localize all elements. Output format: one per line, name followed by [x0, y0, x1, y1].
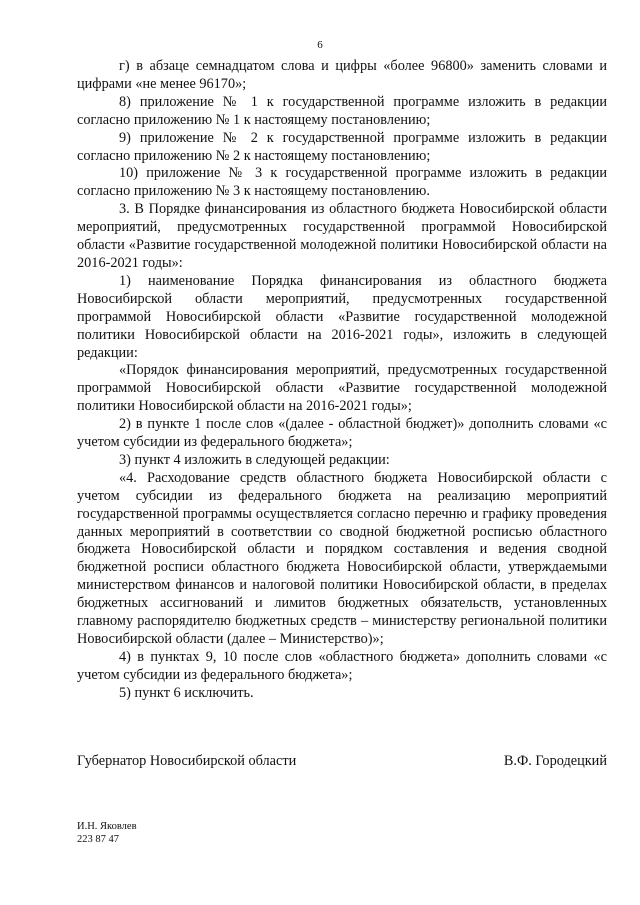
executor-name: И.Н. Яковлев [77, 821, 137, 832]
paragraph-item-9: 9) приложение № 2 к государственной программе изложить в редакции согласно приложению № 2 к настоящему постановлению; [77, 129, 607, 164]
document-body [77, 58, 607, 703]
executor-block [77, 820, 137, 846]
signatory-position: Губернатор Новосибирской области [77, 753, 297, 769]
paragraph-item-10: 10) приложение № 3 к государственной программе изложить в редакции согласно приложению № 3 к настоящему постановлению. [77, 165, 607, 200]
executor-phone: 223 87 47 [77, 834, 119, 845]
paragraph-section-3: 3. В Порядке финансирования из областного бюджета Новосибирской области мероприятий, предусмотренных государственной программой Новосибирской области «Развитие государственной молодежной политики Новосибирской области на 2016-2021 годы»: [77, 201, 607, 271]
paragraph-sub-1: 1) наименование Порядка финансирования из областного бюджета Новосибирской области мероприятий, предусмотренных государственной программой Новосибирской области «Развитие государственной молодежной политики Новосибирской области на 2016-2021 годы», изложить в следующей редакции: [77, 272, 607, 361]
paragraph-new-point-4: «4. Расходование средств областного бюджета Новосибирской области с учетом субсидии из федерального бюджета на реализацию мероприятий государственной программы осуществляется согласно перечню и графику проведения данных мероприятий в соответствии со сводной бюджетной росписью областного бюджета Новосибирской области и порядком составления и ведения сводной бюджетной росписи областного бюджета Новосибирской области, утверждаемыми министерством финансов и налоговой политики Новосибирской области, в пределах бюджетных ассигнований и лимитов бюджетных обязательств, установленных главному распорядителю бюджетных средств – министерству региональной политики Новосибирской области (далее – Министерство)»; [77, 469, 607, 647]
paragraph-sub-4: 4) в пунктах 9, 10 после слов «областного бюджета» дополнить словами «с учетом субсидии из федерального бюджета»; [77, 648, 607, 683]
page-number: 6 [317, 39, 323, 51]
paragraph-new-title: «Порядок финансирования мероприятий, предусмотренных государственной программой Новосибирской области «Развитие государственной молодежной политики Новосибирской области на 2016-2021 годы»; [77, 362, 607, 415]
paragraph-sub-2: 2) в пункте 1 после слов «(далее - областной бюджет)» дополнить словами «с учетом субсидии из федерального бюджета»; [77, 416, 607, 451]
paragraph-item-8: 8) приложение № 1 к государственной программе изложить в редакции согласно приложению № 1 к настоящему постановлению; [77, 93, 607, 128]
paragraph-sub-5: 5) пункт 6 исключить. [119, 684, 254, 701]
paragraph-sub-3: 3) пункт 4 изложить в следующей редакции: [119, 451, 390, 468]
signatory-name: В.Ф. Городецкий [503, 753, 607, 769]
paragraph-item-g: г) в абзаце семнадцатом слова и цифры «более 96800» заменить словами и цифрами «не менее 96170»; [77, 58, 607, 92]
